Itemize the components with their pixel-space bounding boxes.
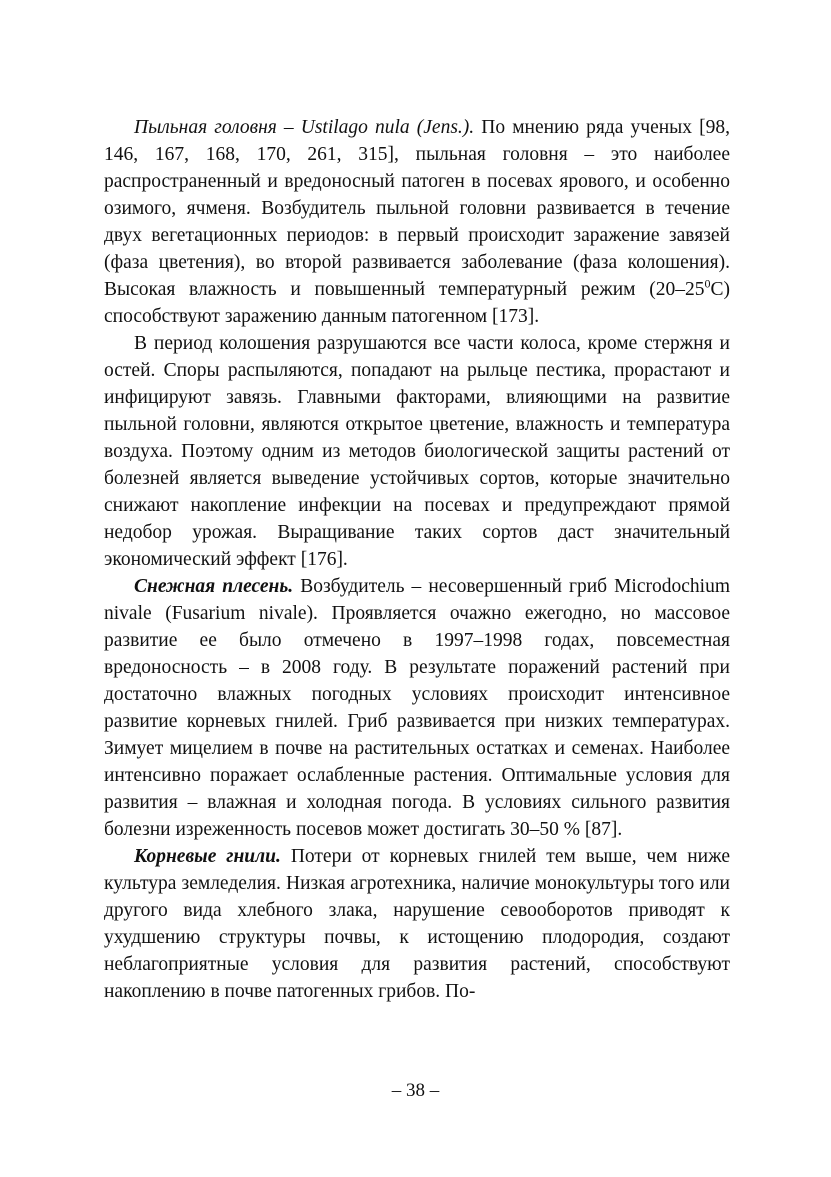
- paragraph-text-dust-smut-part2: С) способствуют заражению данным патогенном [173].: [104, 279, 730, 327]
- paragraph-text-dust-smut-part1: По мнению ряда ученых [98, 146, 167, 168, 170, 261, 315], пыльная головня – это наиболее распространенный и вредоносный патоген в посевах ярового, и особенно озимого, ячменя. Возбудитель пыльной головни развивается в течение двух вегетационных периодов: в первый происходит заражение завязей (фаза цветения), во второй развивается заболевание (фаза колошения). Высокая влажность и повышенный температурный режим (20–25: [104, 117, 730, 300]
- paragraph-text-root-rot: Потери от корневых гнилей тем выше, чем ниже культура земледелия. Низкая агротехника, наличие монокультуры того или другого вида хлебного злака, нарушение севооборотов приводят к ухудшению структуры почвы, к истощению плодородия, создают неблагоприятные условия для развития растений, способствуют накоплению в почве патогенных грибов. По-: [104, 846, 730, 1002]
- paragraph-lead-root-rot: Корневые гнили.: [134, 846, 281, 867]
- page-body: [104, 114, 730, 1005]
- paragraph-heading-period: [104, 330, 730, 573]
- paragraph-lead-dust-smut: Пыльная головня – Ustilago nula (Jens.).: [134, 117, 475, 138]
- degree-superscript: 0: [704, 276, 711, 291]
- paragraph-lead-snow-mold: Снежная плесень.: [134, 576, 294, 597]
- paragraph-text-snow-mold: Возбудитель – несовершенный гриб Microdochium nivale (Fusarium nivale). Проявляется очажно ежегодно, но массовое развитие ее было отмечено в 1997–1998 годах, повсеместная вредоносность – в 2008 году. В результате поражений растений при достаточно влажных погодных условиях происходит интенсивное развитие корневых гнилей. Гриб развивается при низких температурах. Зимует мицелием в почве на растительных остатках и семенах. Наиболее интенсивно поражает ослабленные растения. Оптимальные условия для развития – влажная и холодная погода. В условиях сильного развития болезни изреженность посевов может достигать 30–50 % [87].: [104, 576, 730, 840]
- paragraph-root-rot: [104, 843, 730, 1005]
- paragraph-snow-mold: [104, 573, 730, 843]
- paragraph-dust-smut: [104, 114, 730, 330]
- paragraph-text-heading-period: В период колошения разрушаются все части колоса, кроме стержня и остей. Споры распыляются, попадают на рыльце пестика, прорастают и инфицируют завязь. Главными факторами, влияющими на развитие пыльной головни, являются открытое цветение, влажность и температура воздуха. Поэтому одним из методов биологической защиты растений от болезней является выведение устойчивых сортов, которые значительно снижают накопление инфекции на посевах и предупреждают прямой недобор урожая. Выращивание таких сортов даст значительный экономический эффект [176].: [104, 333, 730, 570]
- page-number: – 38 –: [391, 1080, 440, 1101]
